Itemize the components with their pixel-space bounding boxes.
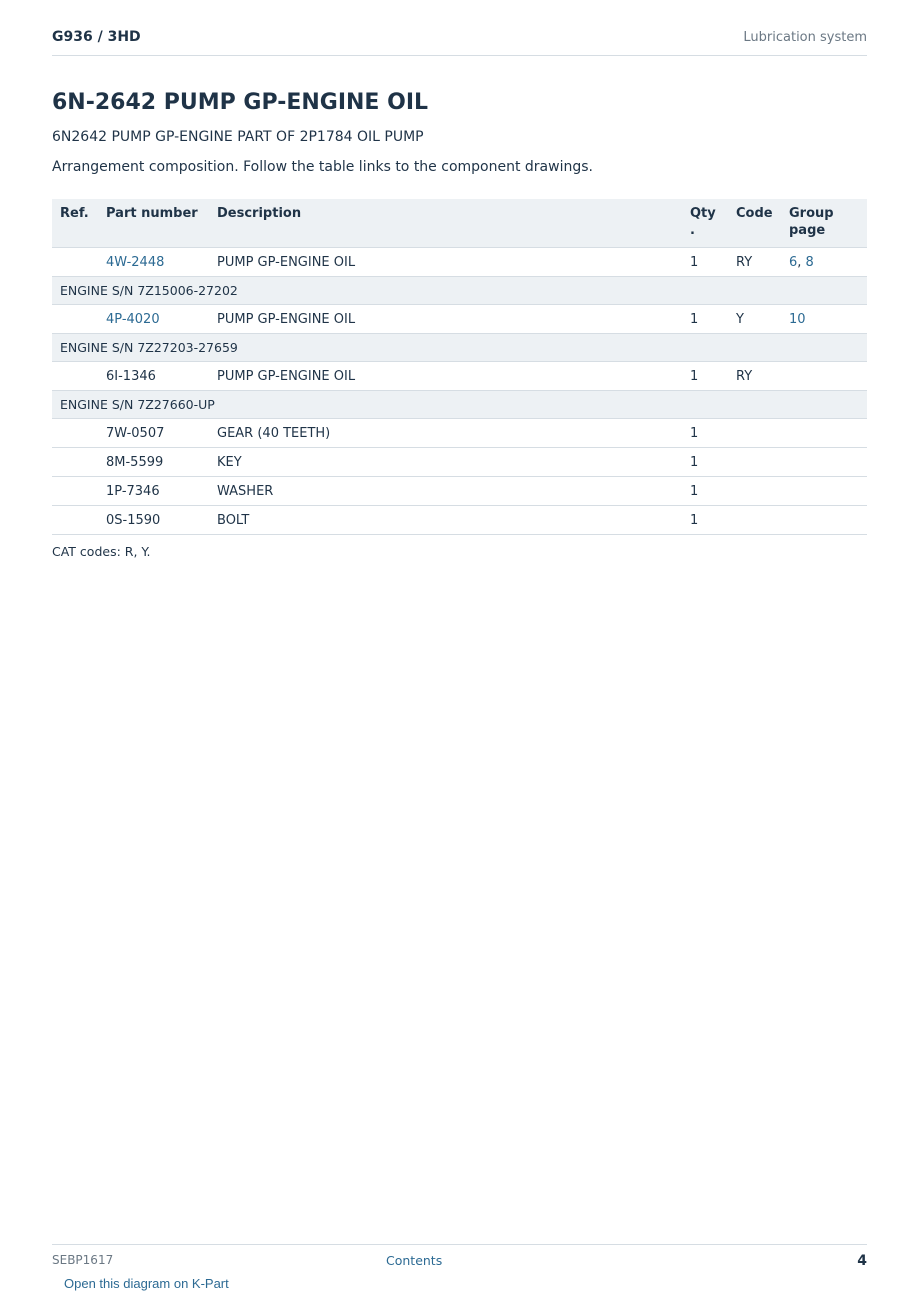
cell-qty: 1	[682, 362, 728, 391]
page-number: 4	[857, 1253, 867, 1269]
intro-text: Arrangement composition. Follow the table links to the component drawings.	[52, 159, 593, 175]
table-row	[52, 448, 867, 477]
table-row	[52, 419, 867, 448]
cell-part-number	[98, 248, 209, 277]
table-row	[52, 477, 867, 506]
cell-group-page	[781, 305, 867, 334]
cell-group-page	[781, 362, 867, 391]
serial-range-row	[52, 334, 867, 362]
serial-range-label: ENGINE S/N 7Z27660-UP	[52, 391, 867, 419]
cell-group-page	[781, 448, 867, 477]
part-link[interactable]: 4P-4020	[106, 311, 160, 327]
cell-code: RY	[728, 248, 781, 277]
cell-code	[728, 477, 781, 506]
cell-description: PUMP GP-ENGINE OIL	[209, 305, 682, 334]
part-link[interactable]: 4W-2448	[106, 254, 165, 270]
group-page-separator: ,	[797, 254, 806, 270]
kpart-link[interactable]: Open this diagram on K-Part	[64, 1276, 229, 1291]
cell-description: WASHER	[209, 477, 682, 506]
cell-qty: 1	[682, 448, 728, 477]
table-header-row	[52, 199, 867, 248]
table-row	[52, 362, 867, 391]
cell-description: KEY	[209, 448, 682, 477]
cell-code	[728, 506, 781, 535]
section-name: Lubrication system	[743, 30, 867, 45]
cell-group-page	[781, 506, 867, 535]
cell-code	[728, 419, 781, 448]
cell-group-page	[781, 248, 867, 277]
header-part-number: Part number	[98, 199, 209, 248]
cell-code: RY	[728, 362, 781, 391]
cell-qty: 1	[682, 477, 728, 506]
cell-group-page	[781, 419, 867, 448]
header-qty	[682, 199, 728, 248]
cell-part-number: 1P-7346	[98, 477, 209, 506]
header-group-line2: page	[789, 223, 826, 238]
header-code: Code	[728, 199, 781, 248]
page-title: 6N-2642 PUMP GP-ENGINE OIL	[52, 90, 429, 115]
cell-part-number: 8M-5599	[98, 448, 209, 477]
group-page-link[interactable]: 8	[805, 254, 814, 270]
page-footer	[52, 1244, 867, 1274]
header-ref: Ref.	[52, 199, 98, 248]
cell-ref	[52, 506, 98, 535]
cell-description: PUMP GP-ENGINE OIL	[209, 362, 682, 391]
cell-part-number	[98, 305, 209, 334]
cell-group-page	[781, 477, 867, 506]
cat-codes-note: CAT codes: R, Y.	[52, 544, 151, 559]
group-page-link[interactable]: 6	[789, 254, 798, 270]
cell-qty: 1	[682, 248, 728, 277]
header-group-line1: Group	[789, 206, 834, 221]
cell-code: Y	[728, 305, 781, 334]
serial-range-row	[52, 391, 867, 419]
cell-qty: 1	[682, 506, 728, 535]
cell-ref	[52, 477, 98, 506]
cell-ref	[52, 305, 98, 334]
serial-range-label: ENGINE S/N 7Z27203-27659	[52, 334, 867, 362]
serial-range-label: ENGINE S/N 7Z15006-27202	[52, 277, 867, 305]
cell-ref	[52, 419, 98, 448]
document-id: SEBP1617	[52, 1253, 114, 1267]
cell-ref	[52, 248, 98, 277]
cell-qty: 1	[682, 305, 728, 334]
parts-table	[52, 199, 867, 535]
cell-ref	[52, 448, 98, 477]
cell-ref	[52, 362, 98, 391]
group-page-link[interactable]: 10	[789, 311, 806, 327]
table-row	[52, 305, 867, 334]
page-header	[52, 28, 867, 56]
contents-link[interactable]: Contents	[386, 1253, 443, 1268]
header-qty-line2: .	[690, 223, 695, 238]
page-subtitle: 6N2642 PUMP GP-ENGINE PART OF 2P1784 OIL PUMP	[52, 129, 424, 145]
cell-part-number: 0S-1590	[98, 506, 209, 535]
cell-description: PUMP GP-ENGINE OIL	[209, 248, 682, 277]
cell-code	[728, 448, 781, 477]
cell-part-number: 7W-0507	[98, 419, 209, 448]
cell-description: GEAR (40 TEETH)	[209, 419, 682, 448]
cell-description: BOLT	[209, 506, 682, 535]
table-row	[52, 248, 867, 277]
header-qty-line1: Qty	[690, 206, 716, 221]
breadcrumb: G936 / 3HD	[52, 29, 141, 45]
cell-part-number: 6I-1346	[98, 362, 209, 391]
serial-range-row	[52, 277, 867, 305]
header-group-page	[781, 199, 867, 248]
cell-qty: 1	[682, 419, 728, 448]
header-description: Description	[209, 199, 682, 248]
table-row	[52, 506, 867, 535]
